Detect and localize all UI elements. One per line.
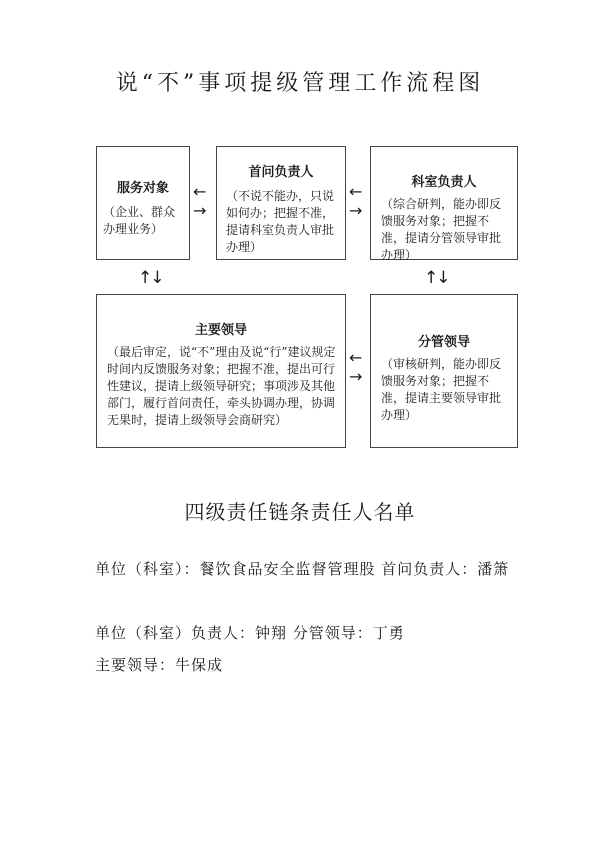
box-title: 首问负责人: [248, 165, 314, 180]
box-title: 科室负责人: [411, 175, 477, 190]
page-title: 说“不”事项提级管理工作流程图: [115, 71, 485, 96]
info-paragraph: 单位（科室）：餐饮食品安全监督管理股 首问负责人：潘箫: [95, 560, 510, 578]
arrow-right-icon: →: [349, 201, 363, 220]
arrow-up-icon: ↑: [138, 268, 151, 288]
box-first-responder: [216, 146, 346, 260]
box-text: （企业、群众办理业务）: [103, 205, 176, 236]
box-main-leader: [96, 294, 346, 448]
arrow-right-icon: →: [349, 367, 363, 386]
box-text: （不说不能办，只说如何办；把握不准，提请科室负责人审批办理）: [226, 189, 335, 254]
box-title: 主要领导: [194, 323, 247, 338]
responsibility-list-title: 四级责任链条责任人名单: [184, 500, 416, 524]
box-deputy-leader: [370, 294, 518, 448]
box-title: 分管领导: [417, 335, 470, 350]
arrow-down-icon: ↓: [436, 268, 449, 288]
box-text: （审核研判，能办即反馈服务对象；把握不准，提请主要领导审批办理）: [381, 357, 502, 422]
info-line: 单位（科室）负责人：钟翔 分管领导：丁勇: [95, 624, 405, 642]
arrow-down-icon: ↓: [150, 268, 163, 288]
arrow-up-icon: ↑: [424, 268, 437, 288]
arrow-left-icon: ←: [349, 182, 363, 201]
box-section-head: [370, 146, 518, 260]
info-line: 主要领导：牛保成: [95, 656, 224, 674]
up-down-arrows-icon: [424, 268, 449, 288]
box-text: （综合研判，能办即反馈服务对象；把握不准，提请分管领导审批办理）: [381, 197, 502, 262]
box-text: （最后审定，说“不”理由及说“行”建议规定时间内反馈服务对象；把握不准，提出可行性建议，提请上级领导研究；事项涉及其他部门，履行首问责任，牵头协调办理，协调无果时，提请上级领导会商研究）: [107, 345, 336, 427]
box-service-target: [96, 146, 190, 260]
arrow-left-icon: ←: [193, 182, 207, 201]
arrow-left-icon: ←: [349, 348, 363, 367]
up-down-arrows-icon: [138, 268, 163, 288]
box-title: 服务对象: [116, 181, 169, 196]
arrow-right-icon: →: [193, 201, 207, 220]
